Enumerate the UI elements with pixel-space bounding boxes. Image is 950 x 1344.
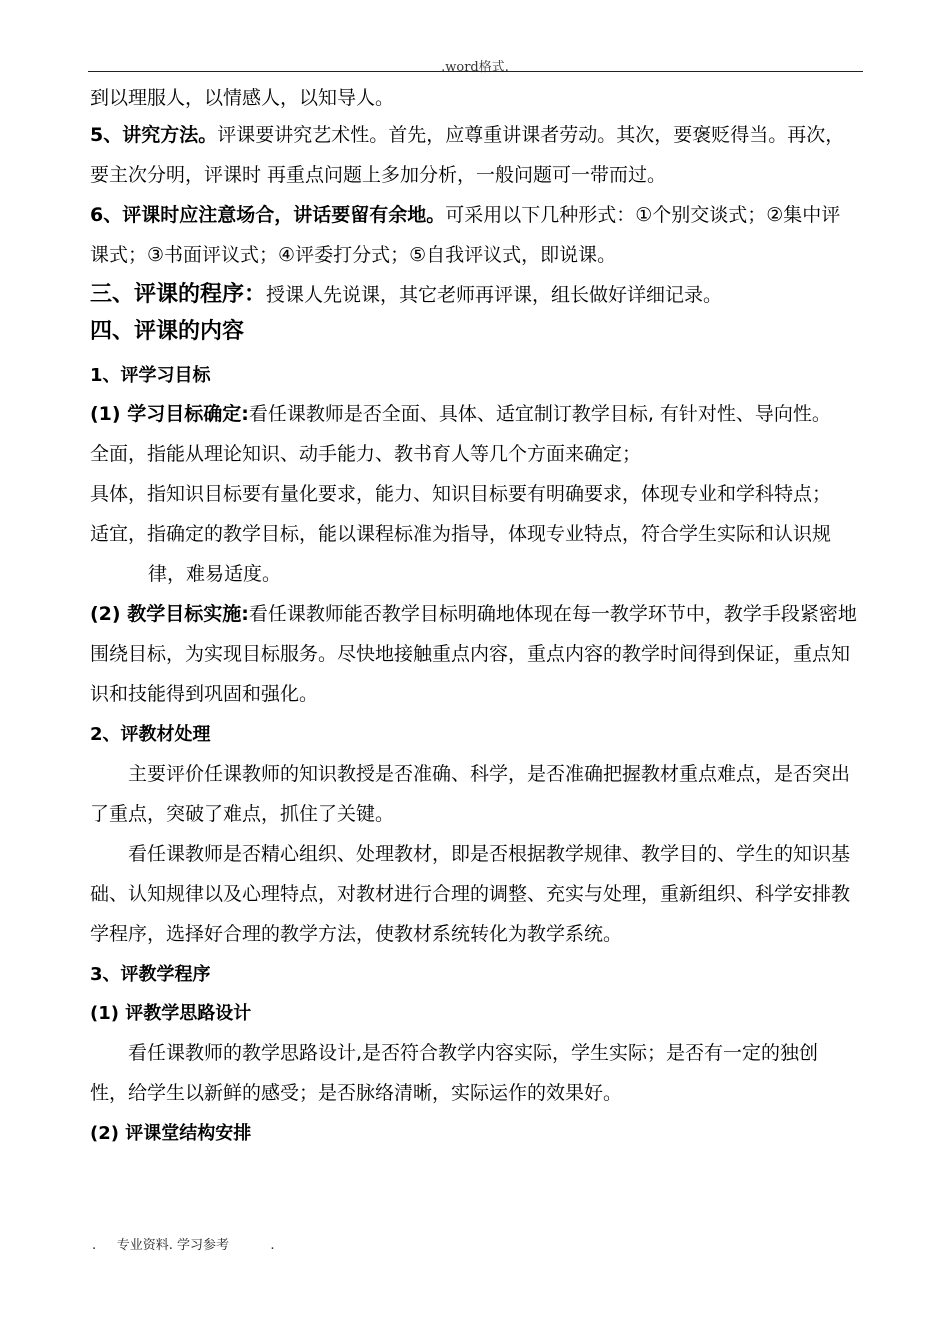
subsection-heading: 3、评教学程序 — [90, 964, 211, 985]
subsection-heading: 2、评教材处理 — [90, 724, 211, 745]
header-rule — [88, 71, 863, 72]
text-line: (1) 学习目标确定:看任课教师是否全面、具体、适宜制订教学目标, 有针对性、导向性。 — [90, 403, 831, 425]
text-line: 学程序，选择好合理的教学方法，使教材系统转化为教学系统。 — [90, 923, 623, 945]
text-line: 看任课教师是否精心组织、处理教材，即是否根据教学规律、教学目的、学生的知识基 — [128, 843, 851, 865]
text-line: 课式；③书面评议式；④评委打分式；⑤自我评议式，即说课。 — [90, 244, 617, 266]
text-line: 围绕目标，为实现目标服务。尽快地接触重点内容，重点内容的教学时间得到保证，重点知 — [90, 643, 851, 665]
subsection-heading: (1) 评教学思路设计 — [90, 1003, 252, 1024]
text-line: (2) 教学目标实施:看任课教师能否教学目标明确地体现在每一教学环节中，教学手段紧密地 — [90, 603, 857, 625]
text-line: 全面，指能从理论知识、动手能力、教书育人等几个方面来确定； — [90, 443, 642, 465]
text-line: 础、认知规律以及心理特点，对教材进行合理的调整、充实与处理，重新组织、科学安排教 — [90, 883, 851, 905]
page-footer: . 专业资料. 学习参考 . — [92, 1238, 275, 1253]
section-heading: 四、评课的内容 — [90, 319, 245, 344]
text-line: 具体，指知识目标要有量化要求，能力、知识目标要有明确要求，体现专业和学科特点； — [90, 483, 832, 505]
text-line: 了重点，突破了难点，抓住了关键。 — [90, 803, 395, 825]
text-line: 适宜，指确定的教学目标，能以课程标准为指导，体现专业特点，符合学生实际和认识规 — [90, 523, 832, 545]
subsection-heading: (2) 评课堂结构安排 — [90, 1123, 252, 1144]
text-line: 律，难易适度。 — [148, 563, 282, 585]
text-line: 5、讲究方法。评课要讲究艺术性。首先，应尊重讲课者劳动。其次，要褒贬得当。再次， — [90, 124, 845, 146]
text-line: 6、评课时应注意场合，讲话要留有余地。可采用以下几种形式：①个别交谈式；②集中评 — [90, 204, 841, 226]
section-heading: 三、评课的程序：授课人先说课，其它老师再评课，组长做好详细记录。 — [90, 282, 723, 307]
page-header: .word格式. — [441, 60, 509, 75]
text-line: 到以理服人，以情感人，以知导人。 — [90, 87, 395, 109]
text-line: 主要评价任课教师的知识教授是否准确、科学，是否准确把握教材重点难点，是否突出 — [128, 763, 851, 785]
text-line: 识和技能得到巩固和强化。 — [90, 683, 319, 705]
text-line: 性，给学生以新鲜的感受；是否脉络清晰，实际运作的效果好。 — [90, 1082, 623, 1104]
text-line: 要主次分明，评课时 再重点问题上多加分析，一般问题可一带而过。 — [90, 164, 667, 186]
subsection-heading: 1、评学习目标 — [90, 365, 211, 386]
text-line: 看任课教师的教学思路设计,是否符合教学内容实际，学生实际；是否有一定的独创 — [128, 1042, 819, 1064]
